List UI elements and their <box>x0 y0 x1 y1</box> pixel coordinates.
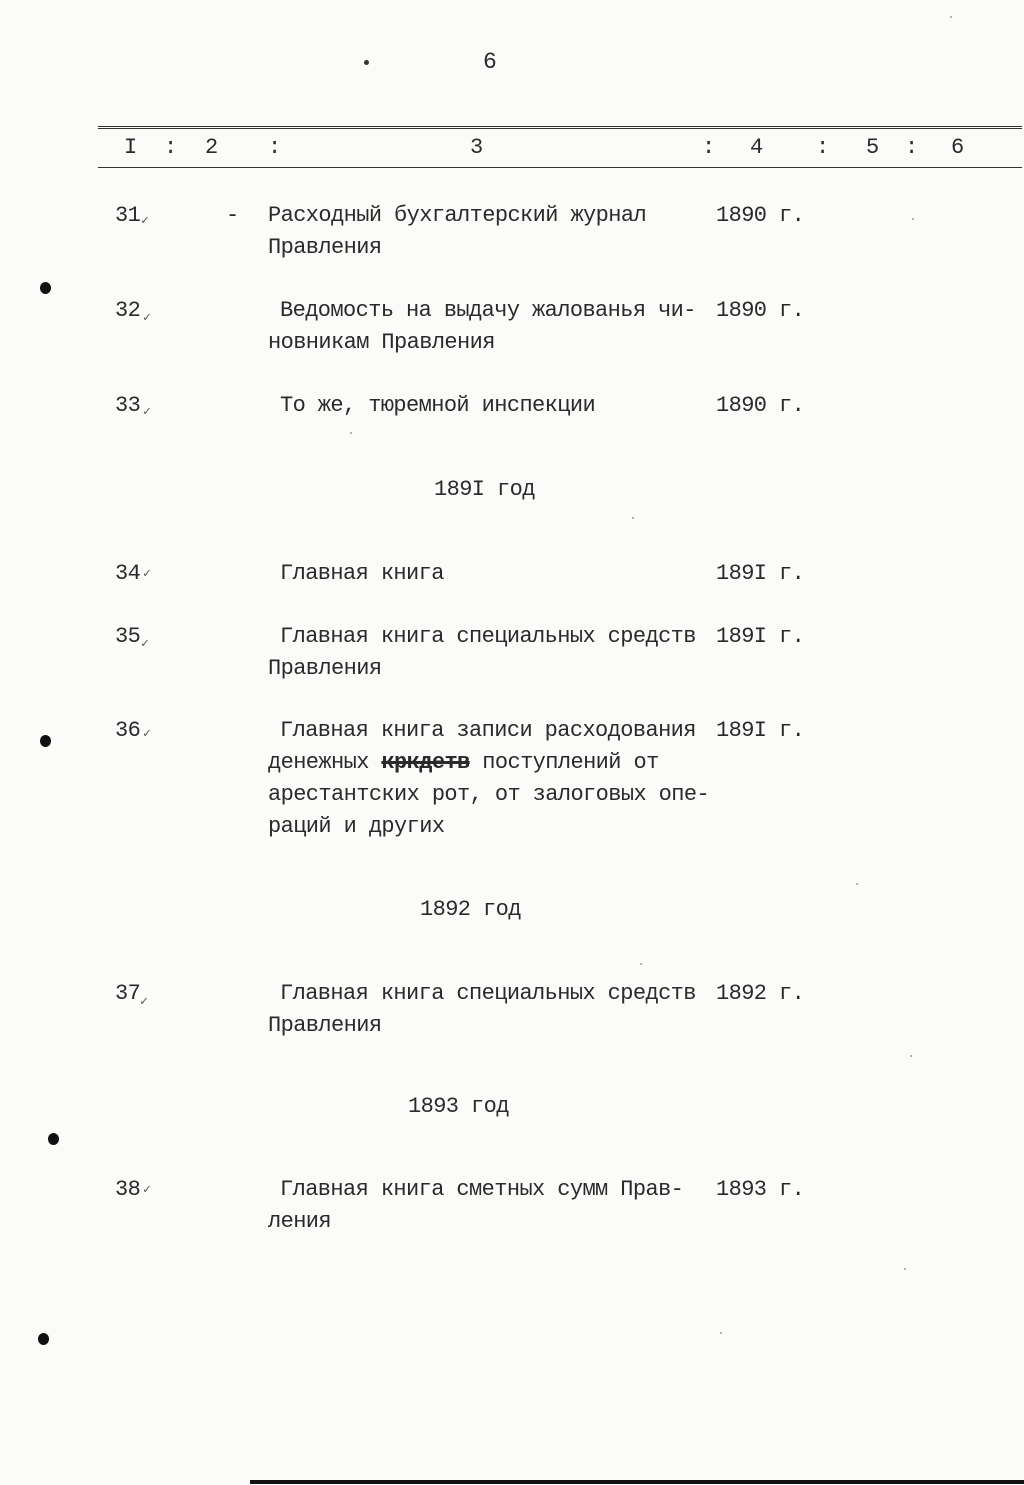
row-date: 1890 г. <box>716 393 805 418</box>
row-title-line: Главная книга специальных средств <box>280 981 696 1006</box>
row-date: 1892 г. <box>716 981 805 1006</box>
speck <box>720 1332 722 1334</box>
header-rule-top-2 <box>98 128 1022 129</box>
row-title-line: Правления <box>268 1013 382 1038</box>
check-mark: ✓ <box>143 726 151 741</box>
header-sep: : <box>268 135 281 160</box>
section-year-heading: 189I год <box>434 477 535 502</box>
row-date: 189I г. <box>716 561 805 586</box>
row-number: 36 <box>115 718 141 743</box>
header-rule-bottom <box>98 167 1022 168</box>
row-title-line: раций и других <box>268 814 445 839</box>
row-title-line: Правления <box>268 656 382 681</box>
check-mark: ✓ <box>143 404 151 419</box>
check-mark: ✓ <box>143 1182 151 1197</box>
row-date: 189I г. <box>716 718 805 743</box>
speck <box>910 1055 912 1057</box>
row-date: 189I г. <box>716 624 805 649</box>
row-number: 34 <box>115 561 141 586</box>
binder-hole <box>40 735 51 747</box>
speck <box>350 432 352 434</box>
scan-edge-line <box>250 1480 1024 1484</box>
row-title-line: новникам Правления <box>268 330 495 355</box>
speck <box>632 517 634 519</box>
speck <box>856 883 858 885</box>
row-title-line <box>268 747 659 779</box>
page-number: 6 <box>483 49 497 75</box>
row-title-line: Главная книга сметных сумм Прав- <box>280 1177 684 1202</box>
binder-hole <box>48 1133 59 1145</box>
row-number: 33 <box>115 393 141 418</box>
header-col-1: I <box>124 135 137 160</box>
header-sep: : <box>702 135 715 160</box>
header-col-5: 5 <box>866 135 879 160</box>
speck <box>950 16 952 18</box>
speck <box>912 218 914 220</box>
header-sep: : <box>905 135 918 160</box>
header-col-6: 6 <box>951 135 964 160</box>
header-col-4: 4 <box>750 135 763 160</box>
row-title-line: ления <box>268 1209 332 1234</box>
check-mark: ✓ <box>141 636 149 651</box>
header-sep: : <box>164 135 177 160</box>
row-number: 38 <box>115 1177 141 1202</box>
row-number: 35 <box>115 624 141 649</box>
row-title-line: Главная книга <box>280 561 444 586</box>
row-title-line: Расходный бухгалтерский журнал <box>268 203 647 228</box>
row-title-line: Ведомость на выдачу жалованья чи- <box>280 298 696 323</box>
header-col-3: 3 <box>470 135 483 160</box>
row-number: 37 <box>115 981 141 1006</box>
row-date: 1890 г. <box>716 298 805 323</box>
binder-hole <box>38 1333 49 1345</box>
speck <box>640 963 642 965</box>
section-year-heading: 1892 год <box>420 897 521 922</box>
row-title-fragment: денежных <box>268 750 369 775</box>
check-mark: ✓ <box>143 310 151 325</box>
row-number: 32 <box>115 298 141 323</box>
row-title-line: Главная книга специальных средств <box>280 624 696 649</box>
binder-hole <box>40 282 51 294</box>
row-date: 1893 г. <box>716 1177 805 1202</box>
header-sep: : <box>816 135 829 160</box>
row-title-fragment: поступлений от <box>482 750 659 775</box>
section-year-heading: 1893 год <box>408 1094 509 1119</box>
row-number: 31 <box>115 203 141 228</box>
header-col-2: 2 <box>205 135 218 160</box>
row-col2-dash: - <box>226 203 239 228</box>
row-title-line: Правления <box>268 235 382 260</box>
row-title-line: арестантских рот, от залоговых опе- <box>268 782 710 807</box>
header-rule-top <box>98 126 1022 127</box>
row-title-line: Главная книга записи расходования <box>280 718 696 743</box>
check-mark: ✓ <box>143 566 151 581</box>
speck <box>904 1268 906 1270</box>
check-mark: ✓ <box>141 213 149 228</box>
check-mark: ✓ <box>140 994 148 1009</box>
row-date: 1890 г. <box>716 203 805 228</box>
row-title-line: То же, тюремной инспекции <box>280 393 596 418</box>
struck-out-word: кркдетв <box>381 750 470 775</box>
stray-dot <box>364 60 369 65</box>
